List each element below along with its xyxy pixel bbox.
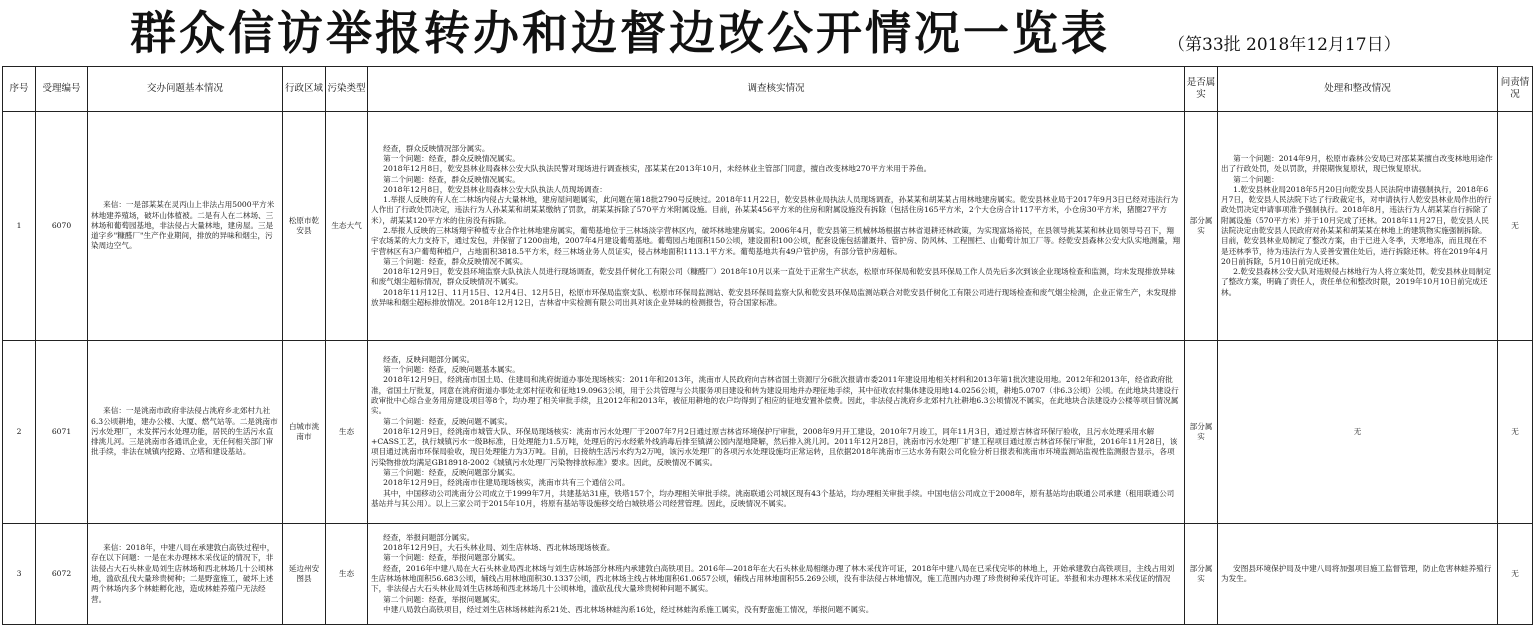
investigation-line: 第三个问题：经查，反映问题部分属实。 (383, 468, 520, 478)
investigation-line: 第一个问题：经查，群众反映情况属实。 (383, 153, 520, 163)
table-row (3, 341, 1533, 524)
investigation-line: 第二个问题：经查，反映问题不属实。 (383, 416, 513, 426)
investigation-line: 2018年12月9日，经洮南市住建局现场核实，洮南市共有三个通信公司。 (383, 478, 630, 488)
cell-verified: 部分属实 (1185, 341, 1218, 524)
page-subtitle: （第33批 2018年12月17日） (1168, 35, 1401, 55)
cell-type: 生态 (326, 524, 368, 625)
col-header-verified: 是否属实 (1185, 67, 1218, 112)
cell-handling (1218, 112, 1498, 341)
cell-region: 松原市乾安县 (283, 112, 326, 341)
cell-seq: 3 (3, 524, 36, 625)
investigation-line: 2018年12月8日，乾安县林业局森林公安大队执法民警对现场进行调查核实，邵某某在2013年10月，未经林业主管部门同意，擅自改变林地270平方米用于养鱼。 (383, 164, 932, 174)
investigation-line: 第二个问题：经查，群众反映情况属实。 (383, 174, 520, 184)
cell-seq: 2 (3, 341, 36, 524)
page-title: 群众信访举报转办和边督边改公开情况一览表 (130, 6, 1110, 60)
title-bar (0, 0, 1535, 64)
col-header-handling: 处理和整改情况 (1218, 67, 1498, 112)
handling-line: 安图县环境保护局及中建八局将加强项目施工监督管理，防止危害林蛙养殖行为发生。 (1221, 563, 1492, 583)
investigation-line: 第二个问题：经查，举报问题属实。 (383, 594, 505, 604)
investigation-line: 第一个问题：经查，举报问题部分属实。 (383, 553, 520, 563)
investigation-line: 其中，中国移动公司洮南分公司成立于1999年7月，共建基站31座，铁塔157个，均办理相关审批手续。洮南联通公司城区现有43个基站，均办理相关审批手续。中国电信公司成立于2008年，原有基站均由联通公司承建（租用联通公司基站并与其公用）。以上三家公司于2015年10月，将原有基站等设施移交给白城铁塔公司经营管理。因此，反映情况不属实。 (371, 488, 1175, 508)
investigation-line: 经查，群众反映情况部分属实。 (383, 143, 490, 153)
issue-text: 来信：一是洮南市政府非法侵占洮府乡北郊村九社6.3公顷耕地，建办公楼、大厦、燃气站等。二是洮南市污水处理厂，未发挥污水处理功能，居民的生活污水直排洮儿河。三是洮南市各通讯企业，无任何相关部门审批手续，非法在城镇内挖路、立塔和建设基站。 (91, 406, 278, 457)
investigation-line: 第一个问题：经查，反映问题基本属实。 (383, 365, 520, 375)
cell-issue (88, 112, 283, 341)
col-header-id: 受理编号 (36, 67, 88, 112)
handling-line: 第二个问题： (1233, 174, 1279, 184)
cell-verified: 部分属实 (1185, 524, 1218, 625)
cell-seq: 1 (3, 112, 36, 341)
investigation-line: 第三个问题：经查，群众反映情况不属实。 (383, 256, 528, 266)
cell-issue (88, 524, 283, 625)
cell-issue (88, 341, 283, 524)
cell-investigation (368, 524, 1185, 625)
cell-type: 生态大气 (326, 112, 368, 341)
table-row (3, 112, 1533, 341)
investigation-line: 2018年12月9日，经洮南市国土局、住建局和洮府街道办事处现场核实：2011年和2013年，洮南市人民政府向吉林省国土资源厅分6批次报请市委2011年建设用地相关材料和2013年第1批次建设用地。2012年和2013年，经省政府批准，省国土厅批复，同意在洮府街道办事处北郊村征收和征地19.0963公顷，用于公共管理与公共服务项目建设和转为建设用地并办理征地手续，其中征收农村集体建设用地14.0256公顷，耕地5.0707（非6.3公顷）公顷。在此地块共建设行政审批中心综合业务用房建设项目等8个，均办理了相关审批手续，且2012年和2013年，被征用耕地的农户均得到了相应的征地安置补偿费。因此，非法侵占洮府乡北郊村九社耕地6.3公顷情况不属实，在此地块合法建设办公楼等项目情况属实。 (371, 375, 1179, 416)
investigation-line: 2018年12月9日，经洮南市城管大队、环保局现场核实：洮南市污水处理厂于2007年7月2日通过原吉林省环境保护厅审批，2008年9月开工建设，2010年7月竣工，同年11月3日，通过原吉林省环保厅验收，且污水处理采用水解+CASS工艺，执行城镇污水一级B标准，日处理能力1.5万吨，处理后的污水经紫外线消毒后排至镇湖公园内湿地降解，然后排入洮儿河。2011年12月28日，洮南市污水处理厂扩建工程项目通过原吉林省环保厅审批，2016年11月28日，该项目通过洮南市环保局验收，现日处理能力为3万吨。目前，日接纳生活污水约为2万吨，该污水处理厂的各项污水处理设施均正常运转，且依据2018年洮南市三达水务有限公司化验分析日报表和洮南市环境监测站监视性监测报告显示，各项污染物排放均满足GB18918-2002《城镇污水处理厂污染物排放标准》要求。因此，反映情况不属实。 (371, 426, 1178, 467)
cell-accountability: 无 (1498, 112, 1533, 341)
investigation-line: 1.举报人反映的有人在二林场内侵占大量林地，建房屋问题属实，此问题在第18批2790号反映过。2018年11月22日，乾安县林业局执法人员现场调查，孙某某和胡某某占用林地建房属实。乾安县林业局于2017年9月3日已经对违法行为人作出了行政处罚决定，违法行为人孙某某和胡某某缴纳了罚款，胡某某拆除了570平方米附属设施。目前，孙某某456平方米的住房和附属设施没有拆除（包括住房165平方米，2个大仓房合计117平方米，小仓房30平方米，猪圈27平方米），胡某某120平方米的住房没有拆除。 (371, 195, 1179, 225)
handling-line: 1.乾安县林业局2018年5月20日向乾安县人民法院申请强制执行，2018年6月7日，乾安县人民法院下达了行政裁定书，对申请执行人乾安县林业局作出的行政处罚决定申请事项准予强制执行。2018年8月，违法行为人胡某某自行拆除了附属设施（570平方米）并于10月完成了还林。2018年11月27日，乾安县人民法院决定由乾安县人民政府对孙某某和胡某某在林地上的建筑物实施强制拆除。目前，乾安县林业局制定了整改方案，由于已进入冬季，天寒地冻，而且现在不是还林季节，待为违法行为人妥善安置住处后，进行拆除还林。将在2019年4月20日前拆除，5月10日前完成还林。 (1221, 184, 1492, 266)
investigation-line: 2018年12月9日，乾安县环境监察大队执法人员进行现场调查，乾安县仟树化工有限公司（糠醛厂）2018年10月以来一直处于正常生产状态，松原市环保局和乾安县环保局工作人员先后多次到该企业现场检查和监测，均未发现排放异味和废气烟尘超标情况，群众反映情况不属实。 (371, 267, 1175, 287)
handling-line: 2.乾安县森林公安大队对违规侵占林地行为人将立案处罚，乾安县林业局制定了整改方案，明确了责任人，责任单位和整改时限，2019年10月10日前完成还林。 (1221, 267, 1491, 297)
cell-investigation (368, 341, 1185, 524)
issue-text: 来信：2018年，中建八局在承建敦白高铁过程中，存在以下问题：一是在未办理林木采伐证的情况下，非法侵占大石头林业局刘生店林场和西北林场几十公顷林地，滥砍乱伐大量珍贵树种；二是野蛮施工，破坏上述两个林场内多个林蛙孵化池，造成林蛙养殖户无法经营。 (91, 543, 275, 604)
col-header-region: 行政区域 (283, 67, 326, 112)
cell-type: 生态 (326, 341, 368, 524)
issue-text: 来信：一是部某某在灵丙山上非法占用5000平方米林地建养殖场，破坏山体植被。二是有人在二林场、三林场和葡萄园基地，非法侵占大量林地，建房屋。三是道字乡"糠醛厂"生产作业期间，排放的异味和烟尘，污染周边空气。 (91, 200, 275, 251)
investigation-line: 2.举报人反映的三林场翔宇种植专业合作社林地建房属实，葡萄基地位于三林场淡字营林区内，破坏林地建房属实。2006年4月，乾安县第三机械林场根据吉林省退耕还林政策，为实现富场裕民，在县领导挑某某和林业局领导号召下，翔宇农场某的大力支持下，通过发包，并保留了1200亩地，2007年4月建设葡萄基地。葡萄园占地面积150公顷，建设面积100公顷，配套设施包括灌溉井、管护房、防风林、工程围栏、山葡萄计加工厂等。经乾安县森林公安大队实地测量，翔宇营林区有3户葡萄种植户，占地面积3818.5平方米，经三林场业务人员证实，侵占林地面积1113.1平方米。葡萄基地共有49户管护房，有部分管护房超标。 (371, 226, 1181, 256)
table-header-row (3, 67, 1533, 112)
cell-investigation (368, 112, 1185, 341)
cell-verified: 部分属实 (1185, 112, 1218, 341)
disclosure-table (2, 66, 1533, 625)
investigation-line: 2018年11月12日、11月15日、12月4日、12月5日，松原市环保局监察支队、松原市环保局监测站、乾安县环保局监察大队和乾安县环保局监测站联合对乾安县仟树化工有限公司进行现场检查和废气烟尘检测，企业正常生产，未发现排放异味和烟尘超标排放情况。2018年12月12日，吉林省中实检测有限公司出具对该企业异味的检测报告，符合国家标准。 (371, 287, 1177, 308)
col-header-seq: 序号 (3, 67, 36, 112)
investigation-line: 2018年12月9日，大石头林业局、刘生店林场、西北林场现场核查。 (383, 543, 615, 553)
handling-line: 第一个问题：2014年9月，松原市森林公安局已对邵某某擅自改变林地用途作出了行政处罚，处以罚款，并限期恢复原状，现已恢复原状。 (1221, 153, 1493, 174)
investigation-line: 中建八局敦白高铁项目，经过刘生店林场林蛙沟系21处、西北林场林蛙沟系16处，经过林蛙沟系施工属实，没有野蛮施工情况，举报问题不属实。 (383, 604, 874, 614)
investigation-line: 2018年12月8日，乾安县林业局森林公安大队执法人员现场调查： (383, 184, 607, 194)
col-header-issue: 交办问题基本情况 (88, 67, 283, 112)
cell-id: 6071 (36, 341, 88, 524)
cell-handling: 无 (1218, 341, 1498, 524)
cell-id: 6070 (36, 112, 88, 341)
investigation-line: 经查，反映问题部分属实。 (383, 354, 475, 364)
cell-id: 6072 (36, 524, 88, 625)
cell-region: 白城市洮南市 (283, 341, 326, 524)
cell-accountability: 无 (1498, 524, 1533, 625)
cell-handling (1218, 524, 1498, 625)
col-header-accountability: 问责情况 (1498, 67, 1533, 112)
cell-accountability: 无 (1498, 341, 1533, 524)
col-header-type: 污染类型 (326, 67, 368, 112)
investigation-line: 经查，举报问题部分属实。 (383, 532, 475, 542)
table-row (3, 524, 1533, 625)
cell-region: 延边州安图县 (283, 524, 326, 625)
col-header-investigation: 调查核实情况 (368, 67, 1185, 112)
investigation-line: 经查，2016年中建八局在大石头林业局西北林场与刘生店林场部分林班内承建敦白高铁项目。2016年—2018年在大石头林业局相继办理了林木采伐许可证，2018年中建八局在已采伐完毕的林地上，开始承建敦白高铁项目，主线占用刘生店林场林地面积56.683公顷，辅线占用林地面积30.1337公顷，西北林场主线占林地面积61.0657公顷，辅线占用林地面积55.269公顷，没有非法侵占林地情况，施工范围内办理了珍贵树种采伐许可证。举报和未办理林木采伐证的情况下，非法侵占大石头林业局刘生店林场和西北林场几十公顷林地，滥砍乱伐大量珍贵树种问题不属实。 (371, 563, 1175, 594)
